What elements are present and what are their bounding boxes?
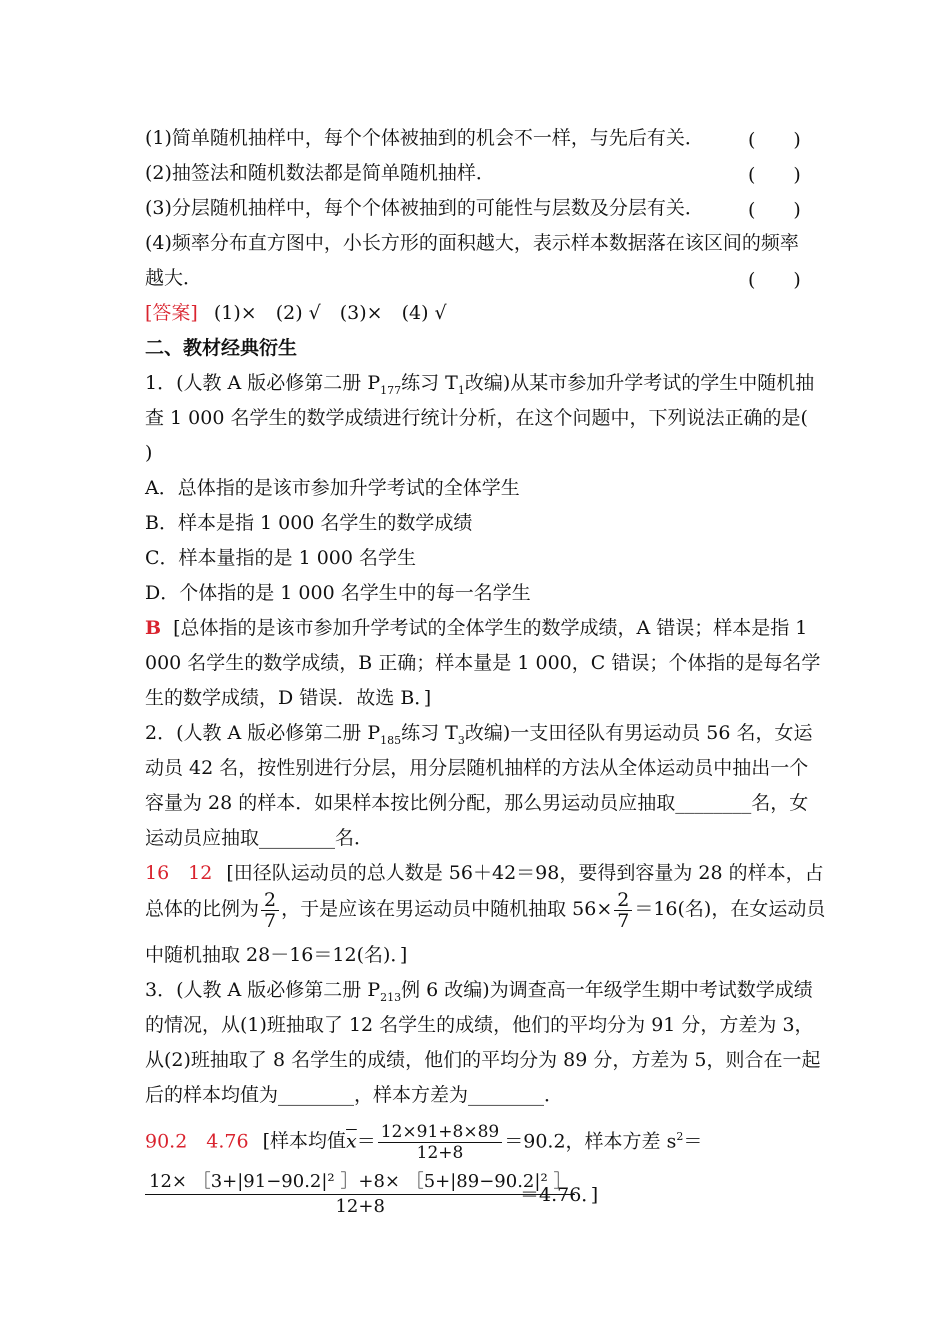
q2-explanation-2: 总体的比例为 $\frac{2}{7}$ ，于是应该在男运动员中随机抽取 56× $\frac{2}{7}$ ＝16(名)，在女运动员 — [145, 888, 826, 932]
q3-line-2: 的情况，从(1)班抽取了 12 名学生的成绩，他们的平均分为 91 分，方差为 3， — [145, 1014, 814, 1036]
q3-line-3: 从(2)班抽取了 8 名学生的成绩，他们的平均分为 89 分，方差为 5，则合在一起 — [145, 1049, 821, 1071]
q1-explanation-1: B [总体指的是该市参加升学考试的全体学生的数学成绩，A 错误；样本是指 1 — [145, 617, 808, 639]
q2-explanation-1: 16 12 [田径队运动员的总人数是 56＋42＝98，要得到容量为 28 的样本，占 — [145, 862, 824, 884]
judge-item-3: (3)分层随机抽样中，每个个体被抽到的可能性与层数及分层有关． — [145, 197, 704, 219]
fraction-2-7-second: $\frac{2}{7}$ — [614, 890, 632, 931]
answer-paren-3: ( ) — [748, 199, 801, 221]
q1-option-a: A．总体指的是该市参加升学考试的全体学生 — [145, 477, 520, 499]
mean-fraction: $\frac{12\times 91+8\times 89}{12+8}$ — [378, 1122, 502, 1163]
judge-item-1: (1)简单随机抽样中，每个个体被抽到的机会不一样，与先后有关． — [145, 127, 704, 149]
q3-line-1: 3．(人教 A 版必修第二册 $P_{213}$例 6 改编)为调查高一年级学生期中考试数学成绩 — [145, 979, 813, 1004]
q2-line-3: 容量为 28 的样本．如果样本按比例分配，那么男运动员应抽取________名，女 — [145, 792, 809, 814]
q1-line-3: ) — [145, 442, 153, 464]
x-bar-symbol: $\overline{x}$ — [346, 1130, 357, 1153]
q1-explanation-2: 000 名学生的数学成绩，B 正确；样本量是 1 000，C 错误；个体指的是每名学 — [145, 652, 821, 674]
q1-option-d: D．个体指的是 1 000 名学生中的每一名学生 — [145, 582, 531, 604]
q2-answer: 16 12 — [145, 862, 213, 884]
q1-option-b: B．样本是指 1 000 名学生的数学成绩 — [145, 512, 473, 534]
q2-line-4: 运动员应抽取________名． — [145, 827, 374, 849]
q1-line-1: 1．(人教 A 版必修第二册 $P_{177}$练习 $T_1$改编)从某市参加升学考试的学生中随机抽 — [145, 372, 815, 397]
answer-paren-1: ( ) — [748, 129, 801, 151]
variance-fraction — [145, 1170, 575, 1219]
variance-numerator: 12× ［3+|91−90.2|² ］+8× ［5+|89−90.2|² ］ — [145, 1170, 575, 1195]
variance-denominator: 12+8 — [335, 1196, 385, 1217]
q2-line-1: 2．(人教 A 版必修第二册 $P_{185}$练习 $T_3$改编)一支田径队有男运动员 56 名，女运 — [145, 722, 813, 747]
q2-line-2: 动员 42 名，按性别进行分层，用分层随机抽样的方法从全体运动员中抽出一个 — [145, 757, 809, 779]
answer-label: [答案] — [145, 302, 198, 324]
q3-line-4: 后的样本均值为________，样本方差为________． — [145, 1084, 564, 1106]
answer-line — [145, 300, 810, 326]
fraction-2-7: $\frac{2}{7}$ — [261, 890, 279, 931]
judge-item-4: (4)频率分布直方图中，小长方形的面积越大，表示样本数据落在该区间的频率 — [145, 232, 799, 254]
answer-paren-2: ( ) — [748, 164, 801, 186]
q1-answer: B — [145, 617, 162, 639]
judge-item-4-cont: 越大． — [145, 267, 203, 289]
answer-paren-4: ( ) — [748, 269, 801, 291]
q3-explanation-2: ＝4.76．] — [520, 1184, 599, 1206]
q1-line-2: 查 1 000 名学生的数学成绩进行统计分析，在这个问题中，下列说法正确的是( — [145, 407, 808, 429]
q2-explanation-3: 中随机抽取 28－16＝12(名)．] — [145, 944, 408, 966]
section-title: 二、教材经典衍生 — [145, 337, 298, 359]
judge-item-2: (2)抽签法和随机数法都是简单随机抽样． — [145, 162, 495, 184]
answer-text: (1)× (2) √ (3)× (4) √ — [213, 302, 447, 324]
q1-explanation-3: 生的数学成绩，D 错误．故选 B．] — [145, 687, 432, 709]
q3-explanation-1: 90.2 4.76 [样本均值$\overline{x}=$ $\frac{12\times 91+8\times 89}{12+8}$ ＝90.2，样本方差 $s^2=$ — [145, 1121, 703, 1163]
q1-option-c: C．样本量指的是 1 000 名学生 — [145, 547, 417, 569]
q3-answer: 90.2 4.76 — [145, 1130, 249, 1153]
